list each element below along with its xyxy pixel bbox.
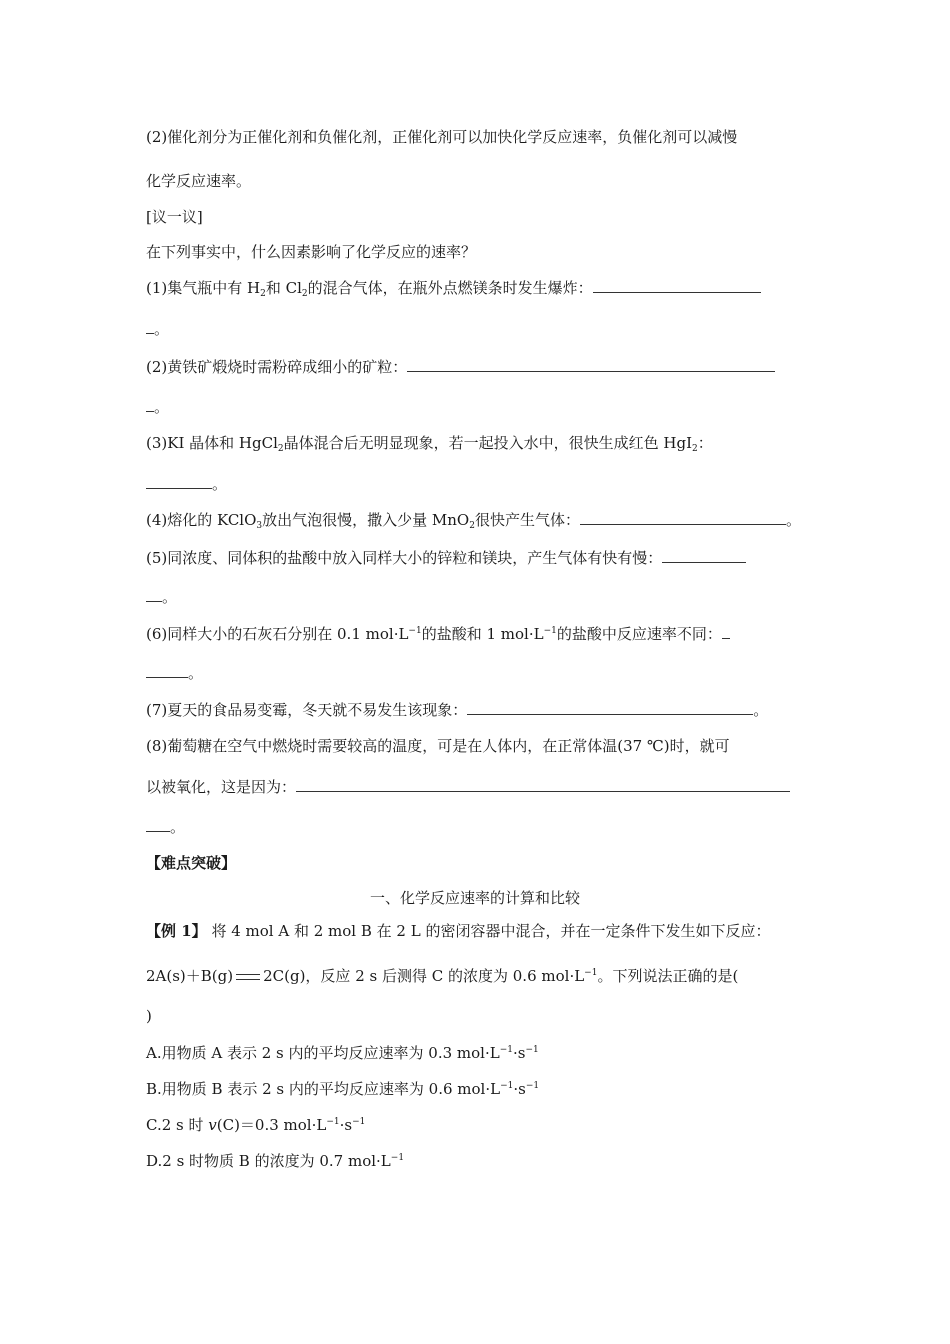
equilibrium-arrow-icon bbox=[233, 970, 263, 984]
question-2-cont: 。 bbox=[146, 397, 169, 417]
answer-blank-4[interactable] bbox=[580, 510, 786, 525]
answer-blank-8-cont[interactable] bbox=[146, 817, 170, 832]
answer-blank-1-cont[interactable] bbox=[146, 319, 154, 334]
answer-blank-7[interactable] bbox=[467, 700, 753, 715]
answer-blank-8[interactable] bbox=[296, 777, 790, 792]
question-6: (6)同样大小的石灰石分别在 0.1 $mol\cdot L^{-1}$的盐酸和 1 $mol\cdot L^{-1}$的盐酸中反应速率不同： bbox=[146, 624, 730, 644]
question-4: (4)熔化的 KClO$_3$放出气泡很慢，撒入少量 MnO$_2$很快产生气体： 。 bbox=[146, 511, 801, 531]
option-c[interactable]: C.2 s 时 v(C)＝0.3 $mol\cdot L^{-1}\cdot s^{-1}$ bbox=[146, 1116, 366, 1134]
answer-blank-2-cont[interactable] bbox=[146, 397, 154, 412]
answer-blank-5[interactable] bbox=[662, 548, 746, 563]
answer-blank-3[interactable] bbox=[146, 474, 212, 489]
example-1-equation: 2A(s)＋B(g) 2C(g)，反应 2 s 后测得 C 的浓度为 0.6 $mol\cdot L^{-1}$。下列说法正确的是( bbox=[146, 967, 739, 985]
answer-blank-2[interactable] bbox=[407, 357, 775, 372]
difficulty-header: 【难点突破】 bbox=[146, 854, 237, 872]
section-title: 一、化学反应速率的计算和比较 bbox=[369, 889, 580, 907]
intro-line-2: 化学反应速率。 bbox=[146, 172, 252, 190]
answer-blank-1[interactable] bbox=[593, 278, 761, 293]
answer-blank-6-cont[interactable] bbox=[146, 663, 188, 678]
question-5: (5)同浓度、同体积的盐酸中放入同样大小的锌粒和镁块，产生气体有快有慢： bbox=[146, 548, 746, 568]
example-1-line-1: 【例 1】 将 4 mol A 和 2 mol B 在 2 L 的密闭容器中混合，并在一定条件下发生如下反应： bbox=[146, 922, 771, 940]
answer-blank-6[interactable] bbox=[722, 624, 730, 639]
question-1-cont: 。 bbox=[146, 319, 169, 339]
question-3-cont: 。 bbox=[146, 474, 227, 494]
question-6-cont: 。 bbox=[146, 663, 203, 683]
option-b[interactable]: B.用物质 B 表示 2 s 内的平均反应速率为 0.6 $mol\cdot L^{-1}\cdot s^{-1}$ bbox=[146, 1080, 540, 1098]
intro-line-1: (2)催化剂分为正催化剂和负催化剂，正催化剂可以加快化学反应速率，负催化剂可以减慢 bbox=[146, 128, 738, 146]
question-7: (7)夏天的食品易变霉，冬天就不易发生该现象： 。 bbox=[146, 701, 769, 719]
question-8-end: 。 bbox=[146, 817, 185, 837]
option-a[interactable]: A.用物质 A 表示 2 s 内的平均反应速率为 0.3 $mol\cdot L^{-1}\cdot s^{-1}$ bbox=[146, 1044, 539, 1062]
question-8: (8)葡萄糖在空气中燃烧时需要较高的温度，可是在人体内，在正常体温(37 ℃)时，就可 bbox=[146, 737, 730, 755]
discuss-header: [议一议] bbox=[146, 208, 203, 226]
discuss-question: 在下列事实中，什么因素影响了化学反应的速率？ bbox=[146, 243, 477, 261]
option-d[interactable]: D.2 s 时物质 B 的浓度为 0.7 $mol\cdot L^{-1}$ bbox=[146, 1152, 405, 1170]
question-1: (1)集气瓶中有 $H_2$和 $Cl_2$的混合气体，在瓶外点燃镁条时发生爆炸： bbox=[146, 278, 761, 298]
example-label: 【例 1】 bbox=[146, 922, 207, 940]
question-8-cont: 以被氧化，这是因为： bbox=[146, 777, 790, 797]
question-2: (2)黄铁矿煅烧时需粉碎成细小的矿粒： bbox=[146, 357, 775, 377]
answer-blank-5-cont[interactable] bbox=[146, 587, 162, 602]
question-5-cont: 。 bbox=[146, 587, 177, 607]
question-3: (3)KI 晶体和 HgCl$_2$晶体混合后无明显现象，若一起投入水中，很快生成红色 HgI$_2$： bbox=[146, 434, 713, 454]
example-1-paren: ) bbox=[146, 1007, 152, 1025]
